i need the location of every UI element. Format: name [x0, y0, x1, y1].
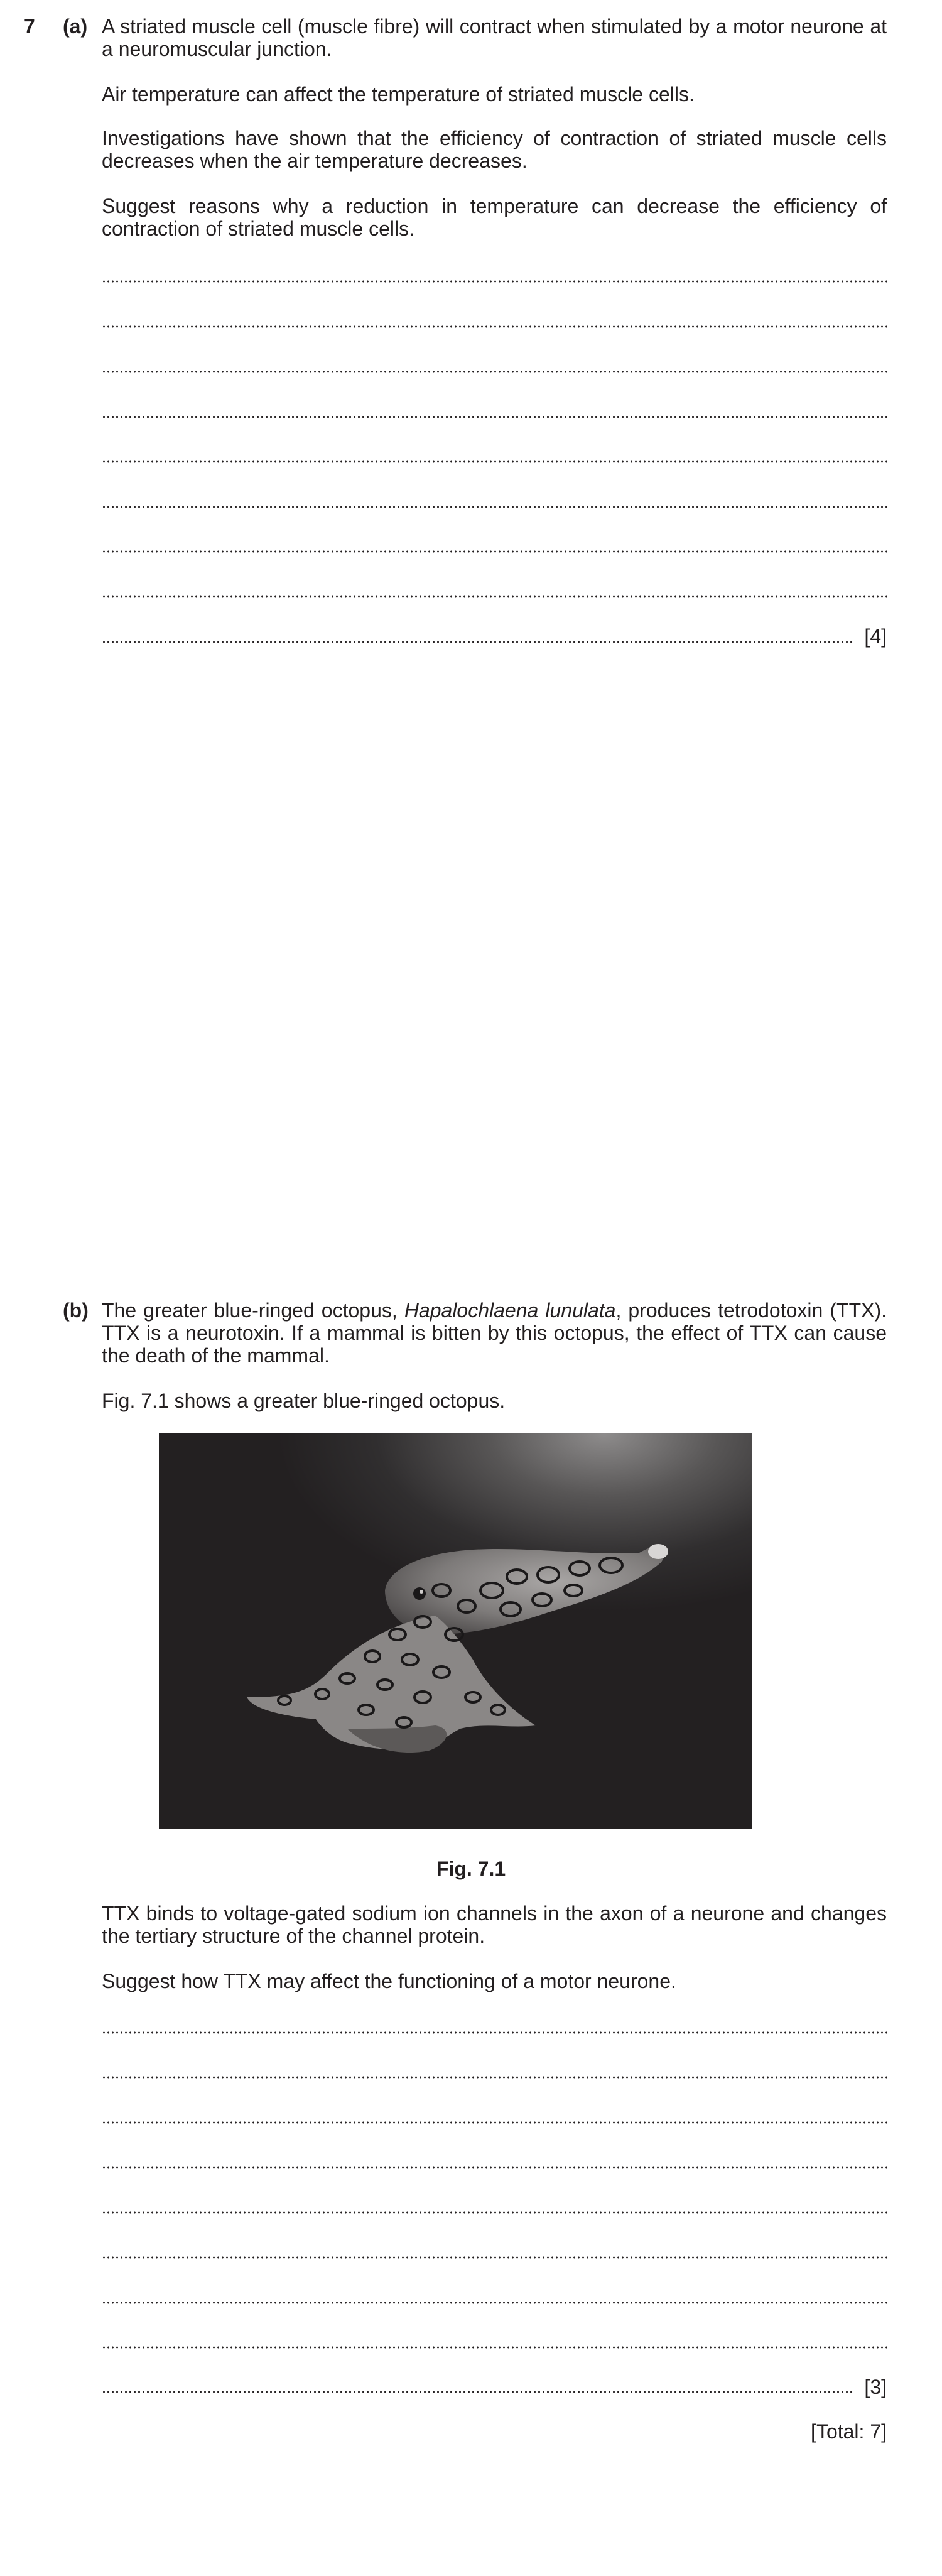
part-a-question: Suggest reasons why a reduction in temperature can decrease the efficiency of contraction of striated muscle cells. — [102, 195, 887, 241]
part-a-paragraph-1: A striated muscle cell (muscle fibre) will contract when stimulated by a motor neurone at a neuromuscular junction. — [102, 15, 887, 61]
answer-line-b9[interactable] — [102, 2391, 852, 2393]
figure-caption: Fig. 7.1 — [436, 1857, 506, 1880]
part-b-paragraph-1: TTX binds to voltage-gated sodium ion channels in the axon of a neurone and changes the tertiary structure of the channel protein. — [102, 1902, 887, 1948]
answer-line-a5[interactable] — [102, 460, 887, 463]
part-b-intro-start: The greater blue-ringed octopus, — [102, 1299, 404, 1322]
answer-line-b8[interactable] — [102, 2346, 887, 2349]
answer-line-a7[interactable] — [102, 550, 887, 553]
question-number: 7 — [24, 15, 35, 38]
answer-line-b1[interactable] — [102, 2031, 887, 2034]
part-b-intro — [102, 1299, 887, 1367]
octopus-photo — [159, 1433, 752, 1829]
part-b-question: Suggest how TTX may affect the functioning of a motor neurone. — [102, 1970, 676, 1992]
part-a-label: (a) — [63, 15, 88, 38]
figure-intro: Fig. 7.1 shows a greater blue-ringed octopus. — [102, 1389, 506, 1412]
species-name: Hapalochlaena lunulata — [404, 1299, 616, 1322]
part-a-paragraph-2: Air temperature can affect the temperature of striated muscle cells. — [102, 83, 695, 106]
part-b-label: (b) — [63, 1299, 89, 1322]
answer-line-b6[interactable] — [102, 2256, 887, 2259]
answer-line-b5[interactable] — [102, 2211, 887, 2214]
answer-line-b3[interactable] — [102, 2121, 887, 2124]
answer-line-a4[interactable] — [102, 416, 887, 418]
answer-line-a2[interactable] — [102, 325, 887, 328]
answer-line-b7[interactable] — [102, 2302, 887, 2304]
part-a-paragraph-3: Investigations have shown that the efficiency of contraction of striated muscle cells decreases when the air temperature decreases. — [102, 127, 887, 173]
answer-line-b2[interactable] — [102, 2076, 887, 2079]
answer-line-a3[interactable] — [102, 371, 887, 373]
answer-line-a1[interactable] — [102, 280, 887, 283]
total-marks: [Total: 7] — [811, 2420, 887, 2443]
part-a-marks: [4] — [864, 625, 887, 648]
part-b-intro-end: , produces tetrodotoxin (TTX). TTX is a neurotoxin. If a mammal is bitten by this octopus, the effect of TTX can cause the death of the mammal. — [102, 1299, 887, 1367]
answer-line-a8[interactable] — [102, 595, 887, 598]
answer-line-a9[interactable] — [102, 641, 852, 643]
answer-line-a6[interactable] — [102, 506, 887, 508]
octopus-illustration — [159, 1433, 752, 1829]
part-b-marks: [3] — [864, 2376, 887, 2398]
answer-line-b4[interactable] — [102, 2166, 887, 2169]
